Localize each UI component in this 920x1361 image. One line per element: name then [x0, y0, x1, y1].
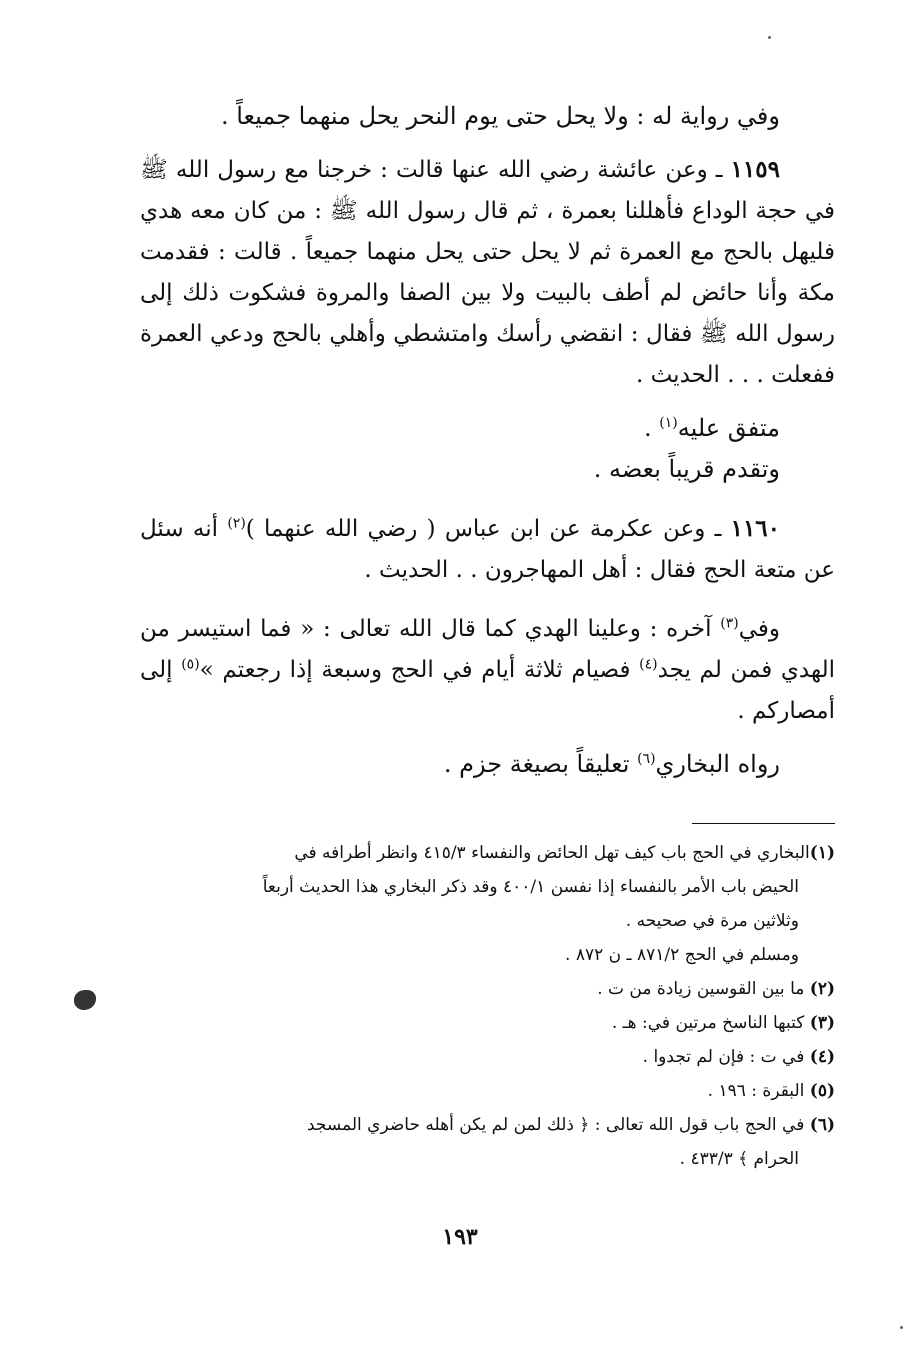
footnote-1-cont — [140, 870, 835, 904]
footnote-3 — [140, 1006, 835, 1040]
footnote-number: (٥) — [809, 1081, 835, 1101]
wafi-text-b: آخره : وعلينا الهدي كما قال الله تعالى : « فما استيسر من الهدي فمن لم يجد — [140, 616, 835, 683]
taqaddam-line — [140, 449, 835, 490]
footnote-1-cont-2 — [140, 904, 835, 938]
hadith-1159 — [140, 149, 835, 396]
hadith-number-1160: ١١٦٠ — [730, 515, 781, 542]
footnote-number: (٢) — [809, 979, 835, 999]
footnote-2-text: ما بين القوسين زيادة من ت . — [597, 979, 805, 999]
footnote-1-line-d: ومسلم في الحج ٨٧١/٢ ـ ن ٨٧٢ . — [565, 945, 799, 965]
hadith-1160-text-b: أنه سئل عن متعة الحج فقال : أهل المهاجرون . . الحديث . — [140, 516, 835, 583]
footnote-number: (٦) — [809, 1115, 835, 1135]
footnote-divider — [692, 823, 835, 824]
footnote-number: (٤) — [809, 1047, 835, 1067]
footnote-4 — [140, 1040, 835, 1074]
hadith-1160 — [140, 508, 835, 591]
footnote-1-line-b: الحيض باب الأمر بالنفساء إذا نفسن ٤٠٠/١ وقد ذكر البخاري هذا الحديث أربعاً — [262, 877, 799, 897]
footnote-1-line-a: البخاري في الحج باب كيف تهل الحائض والنفساء ٤١٥/٣ وانظر أطرافه في — [294, 843, 810, 863]
footnote-ref-2: (٢) — [227, 515, 246, 532]
footnote-1-line-c: وثلاثين مرة في صحيحه . — [625, 911, 799, 931]
scan-speck — [768, 36, 771, 39]
footnote-1-cont-3 — [140, 938, 835, 972]
footnote-ref-3: (٣) — [720, 615, 739, 632]
footnote-6 — [140, 1108, 835, 1142]
riwaya-text: وفي رواية له : ولا يحل حتى يوم النحر يحل منهما جميعاً . — [220, 102, 780, 130]
rawah-text-b: تعليقاً بصيغة جزم . — [443, 750, 638, 778]
wafi-text-a: وفي — [738, 616, 780, 642]
hadith-1159-text: ـ وعن عائشة رضي الله عنها قالت : خرجنا مع رسول الله ﷺ في حجة الوداع فأهللنا بعمرة ، ثم قال رسول الله ﷺ : من كان معه هدي فليهل بالحج مع العمرة ثم لا يحل حتى يحل منهما جميعاً . قالت : فقدمت مكة وأنا حائض لم أطف بالبيت ولا بين الصفا والمروة فشكوت ذلك إلى رسول الله ﷺ فقال : انقضي رأسك وامتشطي وأهلي بالحج ودعي العمرة ففعلت . . . الحديث . — [140, 157, 835, 388]
footnote-number: (١) — [809, 843, 835, 863]
ink-smudge — [74, 990, 96, 1010]
wafi-text-c: فصيام ثلاثة أيام في الحج وسبعة إذا رجعتم » — [199, 657, 640, 683]
footnote-6-line-b: الحرام ﴾ ٤٣٣/٣ . — [679, 1149, 799, 1169]
footnote-ref-1: (١) — [659, 415, 678, 431]
wafi-akhirih — [140, 609, 835, 732]
page-number: ١٩٣ — [442, 1224, 478, 1250]
muttafaq-text: متفق عليه — [677, 414, 780, 442]
rawah-line — [140, 744, 835, 785]
taqaddam-text: وتقدم قريباً بعضه . — [593, 455, 780, 483]
main-text — [140, 96, 835, 785]
footnote-3-text: كتبها الناسخ مرتين في: هـ . — [611, 1013, 805, 1033]
footnotes — [140, 836, 835, 1176]
riwaya-line — [140, 96, 835, 137]
footnote-6-line-a: في الحج باب قول الله تعالى : ﴿ ذلك لمن لم يكن أهله حاضري المسجد — [306, 1115, 805, 1135]
footnote-5 — [140, 1074, 835, 1108]
footnote-number: (٣) — [809, 1013, 835, 1033]
wafi-text-d: إلى أمصاركم . — [140, 657, 835, 724]
footnote-ref-4: (٤) — [639, 656, 658, 673]
muttafaq-end: . — [644, 414, 660, 442]
footnote-5-text: البقرة : ١٩٦ . — [707, 1081, 805, 1101]
footnote-4-text: في ت : فإن لم تجدوا . — [642, 1047, 805, 1067]
muttafaq-line — [140, 408, 835, 449]
rawah-text-a: رواه البخاري — [655, 750, 780, 778]
footnote-6-cont — [140, 1142, 835, 1176]
scan-speck — [900, 1326, 903, 1329]
footnote-ref-6: (٦) — [637, 751, 656, 767]
footnote-2 — [140, 972, 835, 1006]
hadith-number-1159: ١١٥٩ — [730, 156, 780, 183]
footnote-1 — [140, 836, 835, 870]
footnote-ref-5: (٥) — [181, 656, 200, 673]
hadith-1160-text-a: ـ وعن عكرمة عن ابن عباس ( رضي الله عنهما ) — [245, 516, 722, 542]
